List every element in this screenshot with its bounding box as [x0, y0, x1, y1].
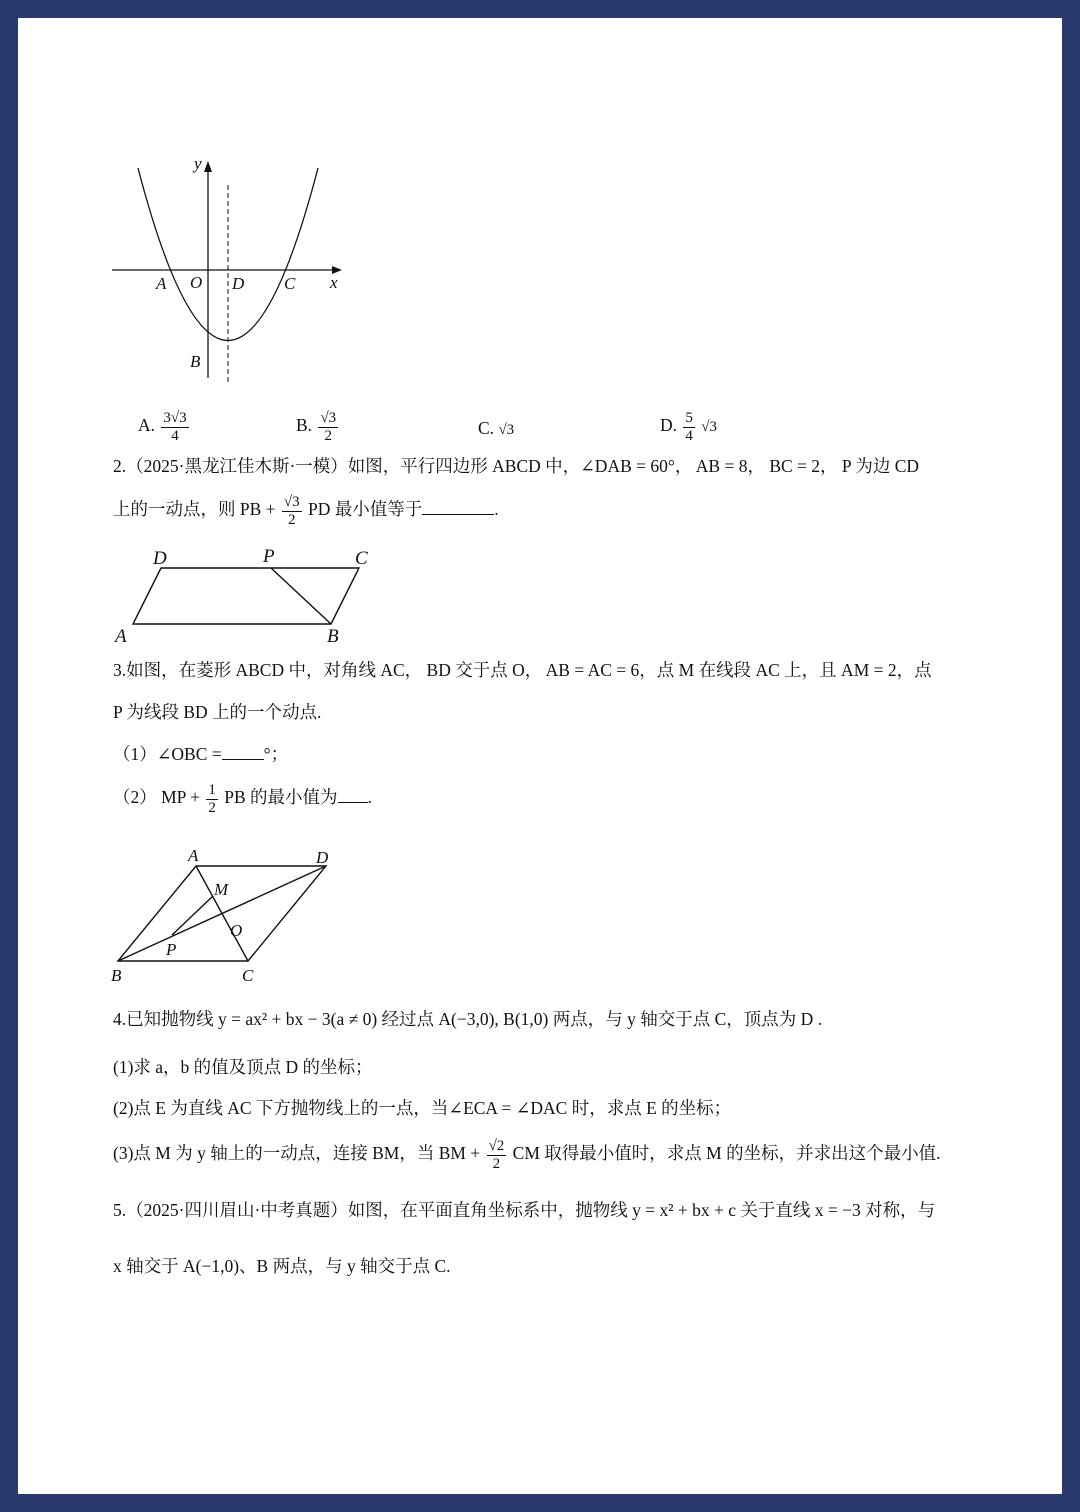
svg-text:C: C	[355, 548, 368, 569]
answer-blank	[422, 514, 494, 515]
svg-text:B: B	[327, 626, 339, 647]
question-3-line-2: P 为线段 BD 上的一个动点.	[113, 702, 322, 722]
option-a: A. $\frac{3√3}{4}$	[138, 410, 187, 444]
answer-blank	[222, 759, 264, 760]
svg-text:C: C	[242, 966, 254, 985]
question-5-line-1: 5.（2025·四川眉山·中考真题）如图，在平面直角坐标系中，抛物线 y = x² + bx + c 关于直线 x = −3 对称，与	[113, 1200, 936, 1220]
svg-text:P: P	[263, 548, 275, 567]
question-3-part-1: （1）∠OBC = °；	[113, 744, 289, 764]
question-2-line-2: 上的一动点，则 PB + $\frac{√3}{2}$ PD 最小值等于 .	[113, 494, 499, 528]
answer-blank	[338, 802, 368, 803]
svg-text:y: y	[194, 154, 202, 173]
question-3-line-1: 3.如图，在菱形 ABCD 中，对角线 AC， BD 交于点 O， AB = AC = 6，点 M 在线段 AC 上，且 AM = 2，点	[113, 660, 932, 680]
svg-text:B: B	[111, 966, 122, 985]
question-2-line-1: 2.（2025·黑龙江佳木斯·一模）如图，平行四边形 ABCD 中，∠DAB = 60°， AB = 8， BC = 2， P 为边 CD	[113, 456, 920, 476]
svg-text:O: O	[190, 273, 203, 292]
question-3-part-2: （2） MP + $\frac{1}{2}$ PB 的最小值为 .	[113, 782, 372, 816]
svg-text:O: O	[230, 921, 243, 940]
parallelogram-figure	[113, 548, 393, 648]
svg-text:C: C	[284, 274, 296, 293]
question-4-line-1: 4.已知抛物线 y = ax² + bx − 3(a ≠ 0) 经过点 A(−3,0), B(1,0) 两点，与 y 轴交于点 C，顶点为 D .	[113, 1009, 823, 1029]
question-4-part-2: (2)点 E 为直线 AC 下方抛物线上的一点，当∠ECA = ∠DAC 时，求点 E 的坐标；	[113, 1098, 732, 1118]
option-c: C. √3	[478, 418, 515, 439]
question-4-part-1: (1)求 a，b 的值及顶点 D 的坐标；	[113, 1057, 373, 1077]
option-d: D. $\frac{5}{4}$ √3	[660, 410, 717, 444]
rhombus-figure	[108, 833, 358, 988]
question-5-line-2: x 轴交于 A(−1,0)、B 两点，与 y 轴交于点 C.	[113, 1256, 451, 1276]
svg-text:B: B	[190, 352, 201, 371]
svg-text:D: D	[316, 848, 329, 867]
svg-text:M: M	[214, 880, 229, 899]
svg-text:A: A	[156, 274, 167, 293]
svg-text:x: x	[330, 273, 338, 292]
question-4-part-3: (3)点 M 为 y 轴上的一动点，连接 BM，当 BM + $\frac{√2}{2}$ CM 取得最小值时，求点 M 的坐标，并求出这个最小值.	[113, 1138, 941, 1172]
svg-text:A: A	[188, 846, 199, 865]
svg-text:D: D	[153, 548, 167, 569]
worksheet-page	[18, 18, 1062, 1494]
option-b: B. $\frac{√3}{2}$	[296, 410, 337, 444]
svg-text:P: P	[166, 940, 177, 959]
svg-text:D: D	[232, 274, 245, 293]
svg-text:A: A	[115, 626, 127, 647]
parabola-figure	[108, 153, 358, 398]
